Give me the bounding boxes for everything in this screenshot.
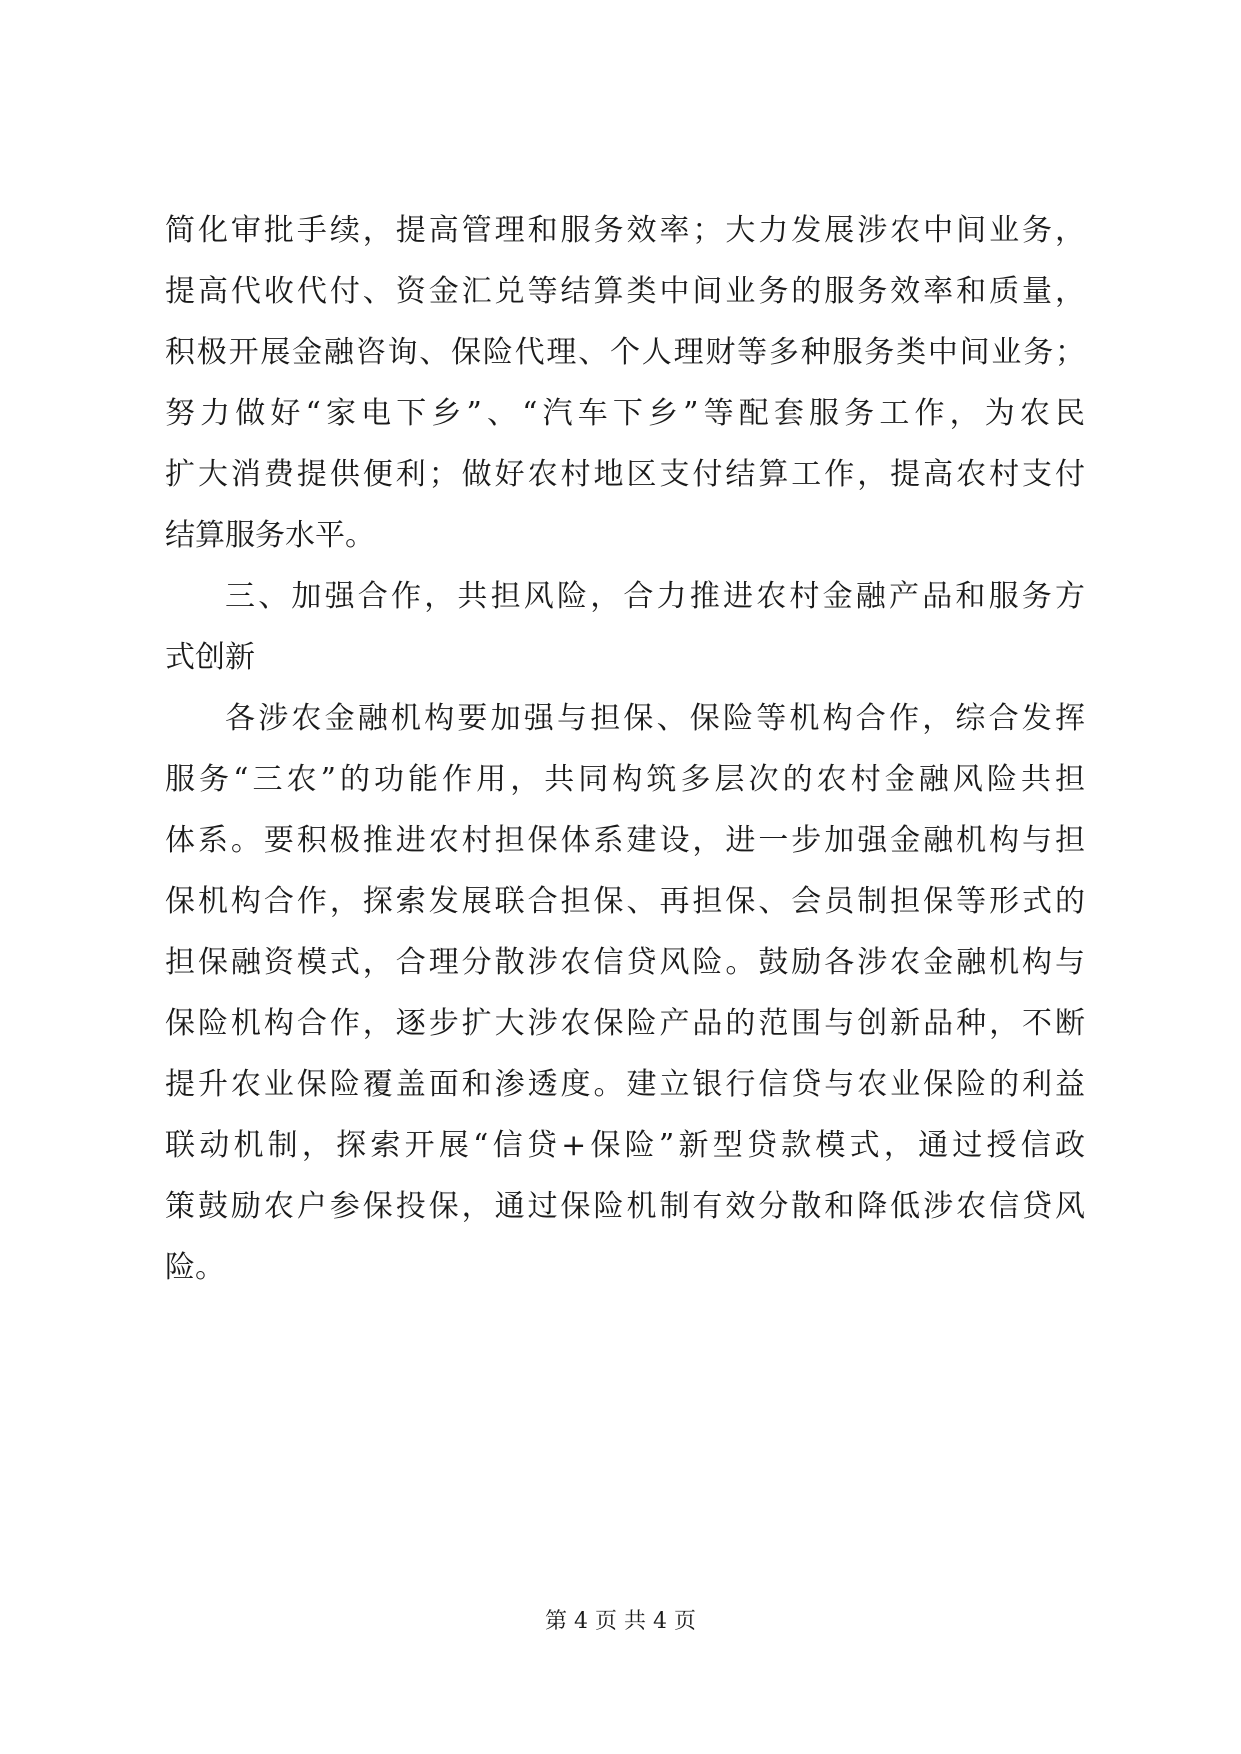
section-heading-line: 式创新	[165, 640, 255, 675]
text-line: 服务“三农”的功能作用，共同构筑多层次的农村金融风险共担	[165, 762, 1085, 797]
text-line: 保险机构合作，逐步扩大涉农保险产品的范围与创新品种，不断	[165, 1006, 1085, 1041]
text-line: 提高代收代付、资金汇兑等结算类中间业务的服务效率和质量，	[165, 274, 1085, 309]
text-line: 简化审批手续，提高管理和服务效率；大力发展涉农中间业务，	[165, 213, 1085, 248]
text-line: 结算服务水平。	[165, 518, 375, 553]
text-line: 扩大消费提供便利；做好农村地区支付结算工作，提高农村支付	[165, 457, 1085, 492]
text-line: 保机构合作，探索发展联合担保、再担保、会员制担保等形式的	[165, 884, 1085, 919]
text-line: 积极开展金融咨询、保险代理、个人理财等多种服务类中间业务；	[165, 335, 1085, 370]
section-heading-line: 三、加强合作，共担风险，合力推进农村金融产品和服务方	[225, 579, 1085, 614]
body-text	[165, 200, 1085, 1298]
text-line: 联动机制，探索开展“信贷+保险”新型贷款模式，通过授信政	[165, 1128, 1085, 1163]
text-line: 策鼓励农户参保投保，通过保险机制有效分散和降低涉农信贷风	[165, 1189, 1085, 1224]
page-number: 第 4 页 共 4 页	[545, 1609, 696, 1634]
text-line: 体系。要积极推进农村担保体系建设，进一步加强金融机构与担	[165, 823, 1085, 858]
text-line: 险。	[165, 1250, 225, 1285]
text-line: 各涉农金融机构要加强与担保、保险等机构合作，综合发挥	[225, 701, 1085, 736]
text-line: 努力做好“家电下乡”、“汽车下乡”等配套服务工作，为农民	[165, 396, 1085, 431]
text-line: 提升农业保险覆盖面和渗透度。建立银行信贷与农业保险的利益	[165, 1067, 1085, 1102]
text-line: 担保融资模式，合理分散涉农信贷风险。鼓励各涉农金融机构与	[165, 945, 1085, 980]
